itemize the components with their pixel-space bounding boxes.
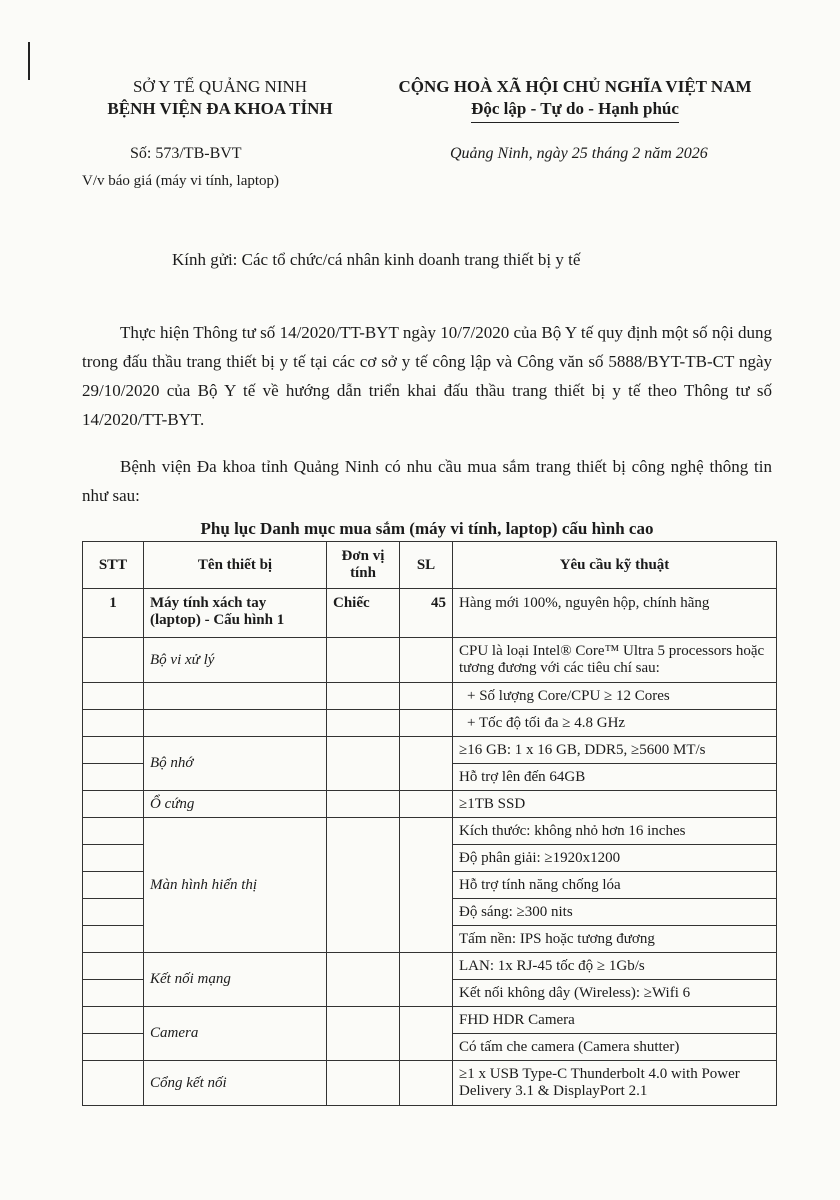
group-ports: Cổng kết nối [144,1061,327,1106]
country-name: CỘNG HOÀ XÃ HỘI CHỦ NGHĨA VIỆT NAM [398,77,752,96]
document-number: Số: 573/TB-BVT [130,145,242,162]
item-quantity: 45 [400,589,453,638]
header-name: Tên thiết bị [144,542,327,589]
table-header-row [83,542,777,589]
department-name: SỞ Y TẾ QUẢNG NINH [132,77,308,96]
item-unit: Chiếc [327,589,400,638]
item-name: Máy tính xách tay (laptop) - Cấu hình 1 [144,589,327,638]
table-row [83,683,777,710]
header-stt: STT [83,542,144,589]
group-network: Kết nối mạng [144,953,327,1007]
group-display: Màn hình hiển thị [144,818,327,953]
table-row [83,1007,777,1034]
paragraph-request: Bệnh viện Đa khoa tỉnh Quảng Ninh có nhu cầu mua sắm trang thiết bị công nghệ thông tin như sau: [82,457,772,505]
hospital-name: BỆNH VIỆN ĐA KHOA TỈNH [107,99,333,118]
spec-display-2: Độ phân giải: ≥1920x1200 [453,845,777,872]
table-row [83,638,777,683]
document-date: Quảng Ninh, ngày 25 tháng 2 năm 2026 [450,145,708,162]
spec-network-2: Kết nối không dây (Wireless): ≥Wifi 6 [453,980,777,1007]
spec-ram-1: ≥16 GB: 1 x 16 GB, DDR5, ≥5600 MT/s [453,737,777,764]
spec-camera-2: Có tấm che camera (Camera shutter) [453,1034,777,1061]
margin-mark [28,42,30,80]
spec-cpu-2: + Số lượng Core/CPU ≥ 12 Cores [453,683,777,710]
spec-display-1: Kích thước: không nhỏ hơn 16 inches [453,818,777,845]
table-title: Phụ lục Danh mục mua sắm (máy vi tính, laptop) cấu hình cao [200,519,654,538]
group-cpu: Bộ vi xử lý [144,638,327,683]
table-row [83,589,777,638]
spec-cpu-3: + Tốc độ tối đa ≥ 4.8 GHz [453,710,777,737]
document-subject: V/v báo giá (máy vi tính, laptop) [82,173,280,189]
greeting: Kính gửi: Các tổ chức/cá nhân kinh doanh trang thiết bị y tế [172,250,581,269]
spec-display-4: Độ sáng: ≥300 nits [453,899,777,926]
table-row [83,737,777,764]
spec-display-3: Hỗ trợ tính năng chống lóa [453,872,777,899]
item-stt: 1 [83,589,144,638]
procurement-table [82,541,777,1106]
motto: Độc lập - Tự do - Hạnh phúc [471,98,679,123]
table-row [83,791,777,818]
spec-ram-2: Hỗ trợ lên đến 64GB [453,764,777,791]
spec-display-5: Tấm nền: IPS hoặc tương đương [453,926,777,953]
spec-camera-1: FHD HDR Camera [453,1007,777,1034]
table-row [83,953,777,980]
group-disk: Ổ cứng [144,791,327,818]
spec-cpu-1: CPU là loại Intel® Core™ Ultra 5 processors hoặc tương đương với các tiêu chí sau: [453,638,777,683]
header-sl: SL [400,542,453,589]
header-unit: Đơn vị tính [327,542,400,589]
group-camera: Camera [144,1007,327,1061]
spec-network-1: LAN: 1x RJ-45 tốc độ ≥ 1Gb/s [453,953,777,980]
issuing-organization [100,76,340,120]
spec-ports-1: ≥1 x USB Type-C Thunderbolt 4.0 with Power Delivery 3.1 & DisplayPort 2.1 [453,1061,777,1106]
national-motto [350,76,800,123]
table-row [83,1061,777,1106]
item-spec: Hàng mới 100%, nguyên hộp, chính hãng [453,589,777,638]
group-ram: Bộ nhớ [144,737,327,791]
table-row [83,818,777,845]
spec-disk-1: ≥1TB SSD [453,791,777,818]
paragraph-legal-basis: Thực hiện Thông tư số 14/2020/TT-BYT ngày 10/7/2020 của Bộ Y tế quy định một số nội dung trong đấu thầu trang thiết bị y tế tại các cơ sở y tế công lập và Công văn số 5888/BYT-TB-CT ngày 29/10/2020 của Bộ Y tế về hướng dẫn triển khai đấu thầu trang thiết bị y tế theo Thông tư số 14/2020/TT-BYT. [82,323,772,429]
header-spec: Yêu cầu kỹ thuật [453,542,777,589]
table-row [83,710,777,737]
